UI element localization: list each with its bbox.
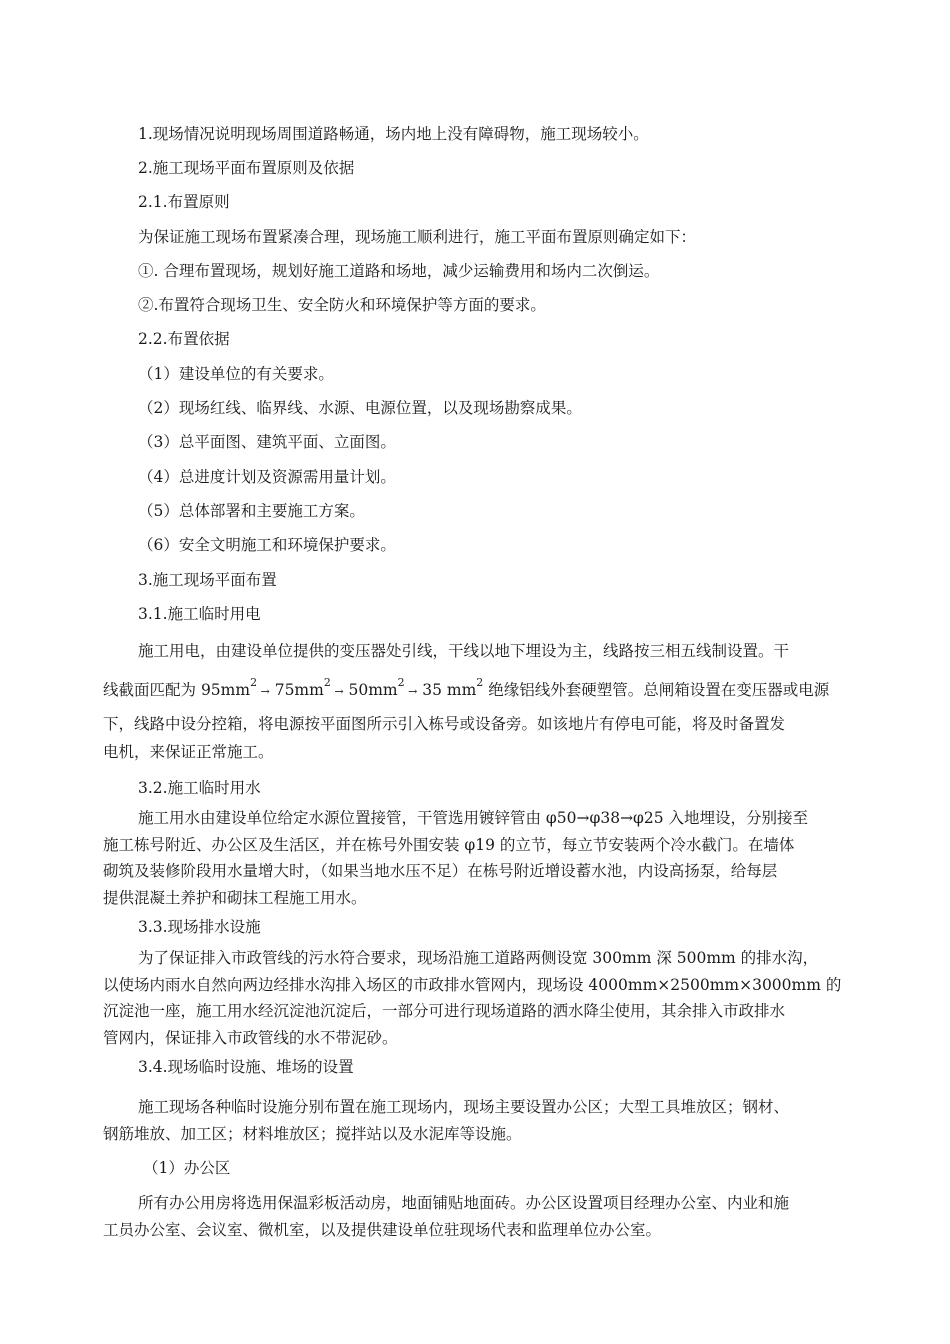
- heading-3-1: 3.1.施工临时用电: [138, 605, 261, 623]
- size-95: 95mm: [200, 681, 251, 699]
- para-1: 1.现场情况说明现场周围道路畅通，场内地上没有障碍物，施工现场较小。: [138, 125, 649, 143]
- basis-4: （4）总进度计划及资源需用量计划。: [138, 468, 396, 486]
- drainage-line-4: 管网内，保证排入市政管线的水不带泥砂。: [103, 1028, 398, 1047]
- basis-3: （3）总平面图、建筑平面、立面图。: [138, 433, 396, 451]
- water-line-4: 提供混凝土养护和砌抹工程施工用水。: [103, 888, 367, 907]
- heading-2: 2.施工现场平面布置原则及依据: [138, 159, 355, 177]
- electricity-line-4: 电机，来保证正常施工。: [103, 743, 274, 761]
- basis-1: （1）建设单位的有关要求。: [138, 365, 334, 383]
- electricity-text-a: 线截面匹配为: [103, 681, 201, 699]
- heading-3-2: 3.2.施工临时用水: [138, 779, 261, 797]
- size-35: 35 mm: [417, 681, 477, 699]
- principle-2: ②.布置符合现场卫生、安全防火和环境保护等方面的要求。: [138, 296, 546, 314]
- size-50: 50mm: [343, 681, 398, 699]
- electricity-line-3: 下，线路中设分控箱，将电源按平面图所示引入栋号或设备旁。如该地片有停电可能，将及时备置发: [103, 715, 786, 733]
- para-office: [103, 1190, 853, 1243]
- heading-3-3: 3.3.现场排水设施: [138, 918, 261, 936]
- arrow-1: →: [257, 685, 270, 698]
- para-water: [103, 805, 853, 911]
- basis-6: （6）安全文明施工和环境保护要求。: [138, 536, 396, 554]
- para-drainage: [103, 945, 853, 1051]
- facilities-line-1: 施工现场各种临时设施分别布置在施工现场内，现场主要设置办公区；大型工具堆放区；钢材、: [138, 1098, 790, 1116]
- electricity-line-2: [103, 665, 853, 710]
- electricity-text-b: 绝缘铝线外套硬塑管。总闸箱设置在变压器或电源: [483, 681, 830, 699]
- size-75: 75mm: [269, 681, 324, 699]
- heading-3: 3.施工现场平面布置: [138, 571, 277, 589]
- heading-2-2: 2.2.布置依据: [138, 330, 230, 348]
- water-line-2: 施工栋号附近、办公区及生活区，并在栋号外围安装 φ19 的立节，每立节安装两个冷水截门。在墙体: [103, 835, 795, 854]
- arrow-2: →: [330, 685, 344, 698]
- para-electricity: [103, 637, 853, 766]
- arrow-3: →: [404, 685, 418, 698]
- para-facilities: [103, 1094, 853, 1147]
- drainage-line-1: 为了保证排入市政管线的污水符合要求，现场沿施工道路两侧设宽 300mm 深 500mm 的排水沟，: [138, 949, 819, 967]
- sup-3: 2: [397, 676, 405, 689]
- office-line-2: 工员办公室、会议室、微机室，以及提供建设单位驻现场代表和监理单位办公室。: [103, 1220, 662, 1239]
- sup-2: 2: [323, 676, 331, 689]
- drainage-line-2: 以使场内雨水自然向两边经排水沟排入场区的市政排水管网内，现场设 4000mm×2500mm×3000mm 的: [103, 975, 842, 994]
- drainage-line-3: 沉淀池一座，施工用水经沉淀池沉淀后，一部分可进行现场道路的洒水降尘使用，其余排入市政排水: [103, 1002, 786, 1020]
- water-line-3: 砌筑及装修阶段用水量增大时，（如果当地水压不足）在栋号附近增设蓄水池，内设高扬泵，给每层: [103, 862, 778, 880]
- facilities-line-2: 钢筋堆放、加工区；材料堆放区；搅拌站以及水泥库等设施。: [103, 1124, 522, 1143]
- sup-4: 2: [476, 676, 484, 689]
- electricity-line-1: 施工用电，由建设单位提供的变压器处引线，干线以地下埋设为主，线路按三相五线制设置。干: [138, 642, 790, 660]
- basis-5: （5）总体部署和主要施工方案。: [138, 502, 365, 520]
- basis-2: （2）现场红线、临界线、水源、电源位置，以及现场勘察成果。: [138, 399, 582, 417]
- office-line-1: 所有办公用房将选用保温彩板活动房，地面铺贴地面砖。办公区设置项目经理办公室、内业和施: [138, 1194, 790, 1212]
- para-principle-intro: 为保证施工现场布置紧凑合理，现场施工顺利进行，施工平面布置原则确定如下：: [138, 228, 697, 246]
- heading-3-4: 3.4.现场临时设施、堆场的设置: [138, 1058, 354, 1076]
- sub-office: （1）办公区: [143, 1159, 231, 1177]
- sup-1: 2: [250, 676, 258, 689]
- principle-1: ①. 合理布置现场，规划好施工道路和场地，减少运输费用和场内二次倒运。: [138, 262, 660, 280]
- heading-2-1: 2.1.布置原则: [138, 193, 230, 211]
- water-line-1: 施工用水由建设单位给定水源位置接管，干管选用镀锌管由 φ50→φ38→φ25 入地埋设，分别接至: [138, 809, 809, 827]
